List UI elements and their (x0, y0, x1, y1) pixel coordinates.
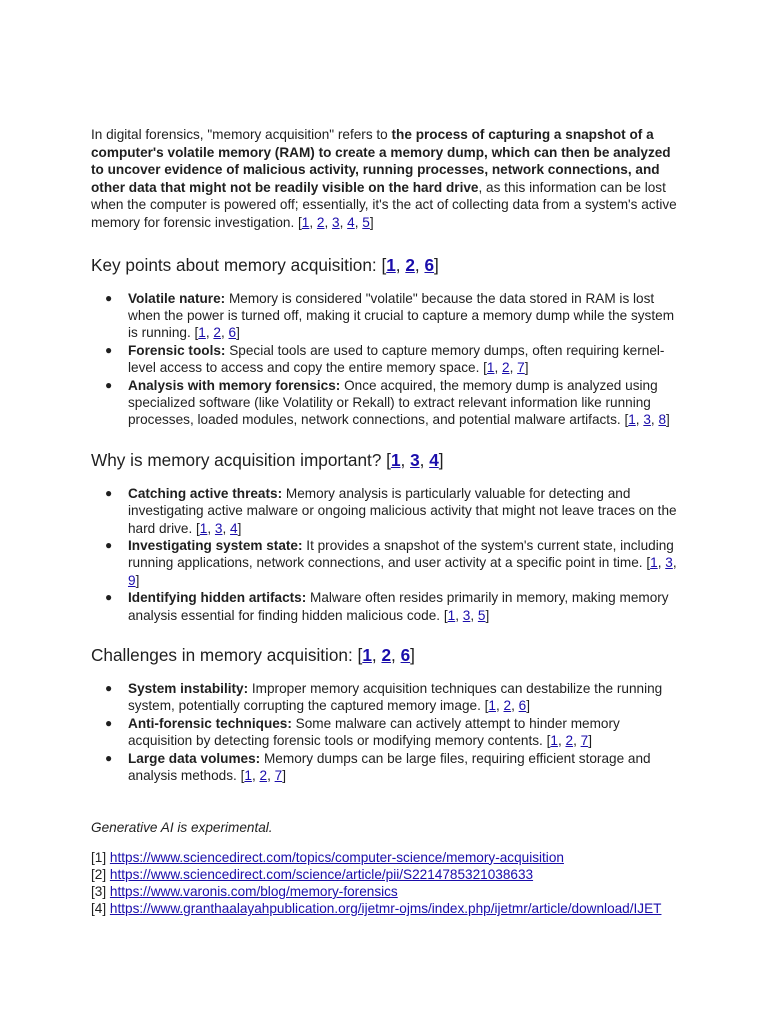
reference-link[interactable]: https://www.varonis.com/blog/memory-forensics (109, 883, 398, 899)
item-text: Some malware can actively attempt to hinder memory acquisition by detecting forensic tools or modifying memory contents. (128, 715, 620, 749)
citation-link[interactable]: 9 (128, 572, 136, 588)
reference-item (91, 883, 681, 900)
citation-link[interactable]: 1 (650, 555, 658, 571)
citation-link[interactable]: 1 (386, 254, 396, 275)
item-term: Large data volumes: (128, 750, 261, 766)
citation-link[interactable]: 1 (628, 412, 636, 428)
intro-lead: In digital forensics, "memory acquisition" refers to (91, 127, 392, 142)
citation-link[interactable]: 1 (550, 733, 558, 749)
item-text: Special tools are used to capture memory dumps, often requiring kernel-level access to access and copy the entire memory space. (128, 342, 665, 376)
section-heading-text: Key points about memory acquisition: (91, 254, 382, 275)
citation-link[interactable]: 6 (518, 698, 527, 714)
citation-link[interactable]: 2 (405, 254, 415, 275)
citation-link[interactable]: 6 (228, 325, 237, 341)
citation-link[interactable]: 3 (643, 412, 651, 428)
item-term: Identifying hidden artifacts: (128, 590, 307, 606)
intro-tail: , as this information can be lost when the computer is powered off; essentially, it's the act of collecting data from a system's active memory for forensic investigation. (91, 179, 677, 230)
citation-link[interactable]: 5 (477, 607, 486, 623)
item-citations: [1, 2, 6] (194, 325, 240, 341)
bullet-list (91, 485, 681, 624)
item-term: Investigating system state: (128, 538, 303, 554)
item-text: It provides a snapshot of the system's current state, including running applications, network connections, and user activity at a specific point in time. (128, 538, 674, 571)
bullet-list (91, 680, 681, 784)
citation-link[interactable]: 1 (488, 698, 496, 714)
list-item (91, 377, 681, 429)
list-item (91, 485, 681, 537)
bullet-icon: ● (105, 538, 113, 553)
sections-container (91, 254, 681, 785)
section-heading-text: Why is memory acquisition important? (91, 449, 387, 470)
reference-link[interactable]: https://www.granthaalayahpublication.org/ijetmr-ojms/index.php/ijetmr/article/download/IJET (109, 901, 662, 917)
bullet-icon: ● (105, 590, 113, 605)
citation-link[interactable]: 2 (213, 325, 221, 341)
citation-link[interactable]: 2 (503, 698, 512, 714)
citation-link[interactable]: 4 (230, 520, 238, 536)
reference-number: [3] (91, 883, 107, 899)
reference-item (91, 866, 681, 883)
bullet-list (91, 290, 681, 429)
reference-link[interactable]: https://www.sciencedirect.com/science/article/pii/S2214785321038633 (109, 866, 534, 882)
bullet-icon: ● (105, 342, 113, 357)
bullet-icon: ● (105, 681, 113, 696)
list-item (91, 750, 681, 785)
item-term: Analysis with memory forensics: (128, 377, 341, 393)
list-item (91, 537, 681, 589)
item-term: Anti-forensic techniques: (128, 715, 292, 731)
citation-link[interactable]: 4 (429, 449, 439, 470)
reference-item (91, 900, 681, 917)
citation-link[interactable]: 1 (486, 360, 495, 376)
citation-link[interactable]: 1 (390, 449, 401, 470)
bullet-icon: ● (105, 377, 113, 392)
item-text: Improper memory acquisition techniques can destabilize the running system, potentially corrupting the captured memory image. (128, 681, 663, 714)
reference-number: [2] (91, 866, 107, 882)
section-heading-text: Challenges in memory acquisition: (91, 645, 358, 666)
citation-link[interactable]: 1 (447, 607, 456, 623)
citation-link[interactable]: 3 (214, 520, 223, 536)
citation-link[interactable]: 3 (410, 449, 420, 470)
section-heading-citations: [1, 2, 6] (357, 645, 415, 666)
intro-citations: [1, 2, 3, 4, 5] (298, 214, 374, 230)
list-item (91, 290, 681, 342)
section-heading (91, 644, 681, 666)
item-citations: [1, 3, 5] (443, 607, 490, 623)
bullet-icon: ● (105, 485, 113, 500)
item-term: Catching active threats: (128, 485, 283, 501)
citation-link[interactable]: 1 (362, 645, 372, 666)
section-heading (91, 254, 681, 276)
section-heading-citations: [1, 2, 6] (381, 254, 439, 275)
item-citations: [1, 2, 7] (240, 768, 286, 784)
citation-link[interactable]: 1 (199, 520, 208, 536)
citation-link[interactable]: 2 (502, 360, 510, 376)
citation-link[interactable]: 2 (381, 645, 392, 666)
item-citations: [1, 2, 7] (483, 360, 529, 376)
bullet-icon: ● (105, 750, 113, 765)
item-citations: [1, 3, 8] (624, 412, 670, 428)
references-list (91, 849, 681, 918)
list-item (91, 715, 681, 750)
reference-number: [1] (91, 849, 107, 865)
reference-number: [4] (91, 901, 107, 917)
item-term: Volatile nature: (128, 290, 226, 306)
citation-link[interactable]: 6 (424, 254, 435, 275)
item-term: System instability: (128, 681, 249, 697)
item-text: Once acquired, the memory dump is analyzed using specialized software (like Volatility or Rekall) to extract relevant information like running processes, loaded modules, network connections, and potential malware artifacts. (128, 377, 658, 428)
citation-link[interactable]: 3 (665, 555, 673, 571)
citation-link[interactable]: 1 (198, 325, 206, 341)
document-body (91, 126, 681, 917)
bullet-icon: ● (105, 290, 113, 305)
citation-link[interactable]: 7 (517, 360, 525, 376)
intro-paragraph (91, 126, 681, 232)
citation-link[interactable]: 2 (565, 733, 574, 749)
citation-link[interactable]: 3 (332, 214, 340, 230)
item-text: Memory is considered "volatile" because the data stored in RAM is lost when the power is turned off, making it crucial to capture a memory dump while the system is running. (128, 290, 675, 341)
citation-link[interactable]: 5 (362, 214, 370, 230)
citation-link[interactable]: 4 (347, 214, 355, 230)
section-heading (91, 449, 681, 471)
item-citations: [1, 2, 7] (546, 733, 592, 749)
citation-link[interactable]: 1 (301, 214, 310, 230)
list-item (91, 589, 681, 624)
list-item (91, 680, 681, 715)
citation-link[interactable]: 7 (274, 768, 283, 784)
citation-link[interactable]: 7 (580, 733, 589, 749)
citation-link[interactable]: 2 (316, 214, 325, 230)
citation-link[interactable]: 8 (658, 412, 667, 428)
item-text: Memory analysis is particularly valuable for detecting and investigating active malware or ongoing malicious activity that might not leave traces on the hard drive. (128, 485, 677, 536)
citation-link[interactable]: 6 (400, 645, 411, 666)
item-citations: [1, 3, 4] (196, 520, 242, 536)
section-heading-citations: [1, 3, 4] (386, 449, 444, 470)
item-citations: [1, 2, 6] (484, 698, 530, 714)
list-item (91, 342, 681, 377)
reference-item (91, 849, 681, 866)
citation-link[interactable]: 1 (244, 768, 252, 784)
intro-bold: the process of capturing a snapshot of a computer's volatile memory (RAM) to create a memory dump, which can then be analyzed to uncover evidence of malicious activity, running processes, network connections, and other data that might not be readily visible on the hard drive (91, 127, 671, 195)
item-text: Malware often resides primarily in memory, making memory analysis essential for finding hidden malicious code. (128, 590, 669, 623)
ai-disclaimer: Generative AI is experimental. (91, 819, 273, 835)
reference-link[interactable]: https://www.sciencedirect.com/topics/computer-science/memory-acquisition (109, 849, 564, 865)
bullet-icon: ● (105, 715, 113, 730)
item-text: Memory dumps can be large files, requiring efficient storage and analysis methods. (128, 750, 651, 784)
citation-link[interactable]: 2 (259, 768, 268, 784)
item-citations: [1, 3, 9] (128, 555, 677, 588)
item-term: Forensic tools: (128, 342, 226, 358)
citation-link[interactable]: 3 (462, 607, 471, 623)
